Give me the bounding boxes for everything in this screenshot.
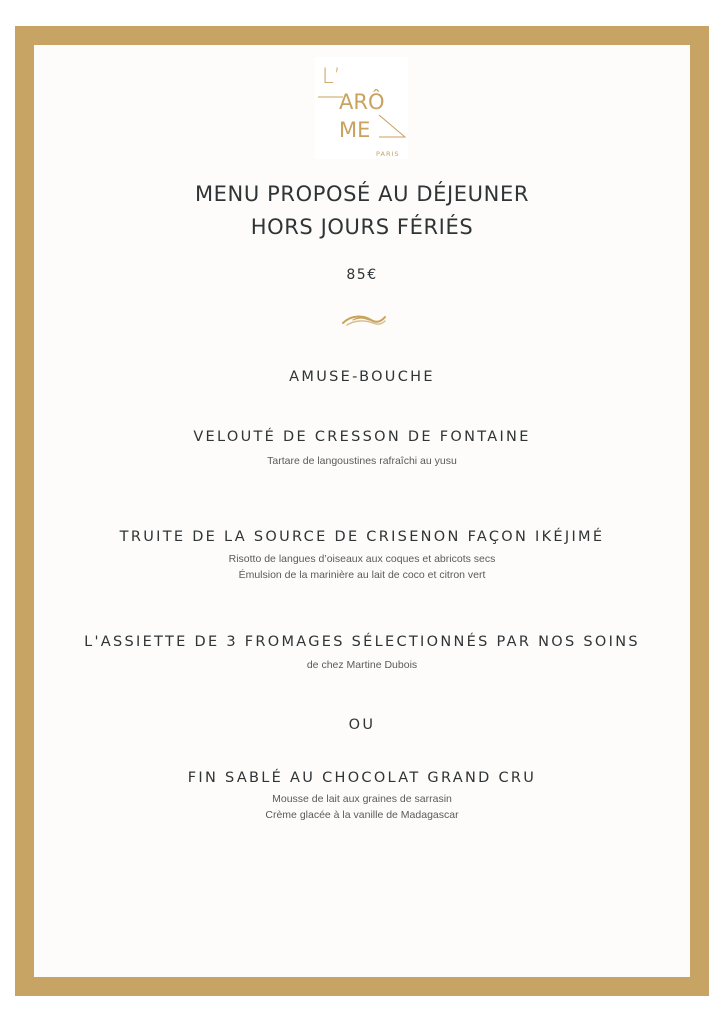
course-sable-chocolat: FIN SABLÉ AU CHOCOLAT GRAND CRU (187, 770, 537, 786)
menu-frame (15, 26, 709, 996)
course-amuse-bouche: AMUSE-BOUCHE (289, 369, 435, 385)
logo-text-line2: ARÔ (339, 90, 385, 114)
course-sable-detail-2: Crème glacée à la vanille de Madagascar (265, 809, 459, 821)
menu-title-line2: HORS JOURS FÉRIÉS (250, 215, 474, 239)
menu-title-line1: MENU PROPOSÉ AU DÉJEUNER (194, 182, 530, 206)
course-veloute: VELOUTÉ DE CRESSON DE FONTAINE (193, 429, 531, 445)
gold-swirl-ornament-icon (341, 311, 387, 329)
menu-price: 85€ (346, 267, 378, 283)
course-sable-detail-1: Mousse de lait aux graines de sarrasin (272, 793, 452, 805)
course-fromages: L'ASSIETTE DE 3 FROMAGES SÉLECTIONNÉS PAR NOS SOINS (84, 634, 640, 650)
course-truite-detail-2: Émulsion de la marinière au lait de coco et citron vert (238, 569, 486, 581)
course-fromages-detail: de chez Martine Dubois (306, 659, 418, 671)
course-truite-detail-1: Risotto de langues d’oiseaux aux coques et abricots secs (228, 553, 496, 565)
course-separator-ou: OU (348, 717, 376, 733)
logo-text-line3: ME (339, 118, 371, 142)
course-truite: TRUITE DE LA SOURCE DE CRISENON FAÇON IKÉJIMÉ (119, 529, 605, 545)
restaurant-logo (315, 57, 408, 159)
logo-city: PARIS (376, 150, 400, 158)
logo-mark (315, 57, 408, 159)
logo-text-line1: L’ (322, 64, 341, 88)
course-veloute-detail: Tartare de langoustines rafraîchi au yusu (267, 455, 457, 467)
